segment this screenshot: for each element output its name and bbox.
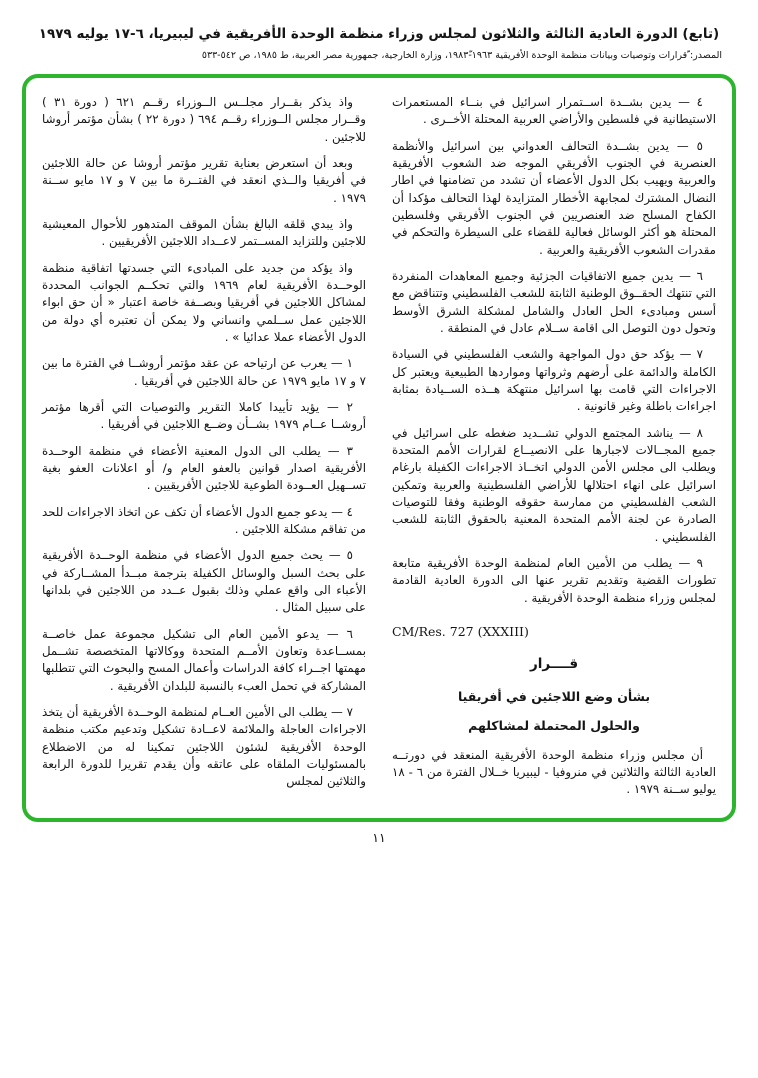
page-footer xyxy=(12,830,746,845)
paragraph: ٨ — يناشد المجتمع الدولي تشــديد ضغطه على اسرائيل في جميع المجــالات لاجبارها على الانصيــاع لقرارات الأمم المتحدة ويطلب الى مجلس الأمن الدولي اتخــاذ الاجراءات الكفيلة بارغام اسرائيل على انهاء احتلالها للأراضي الفلسطينية والعربية وتمكين الشعب الفلسطيني من ممارسة حقوقه الوطنية وفقا للتوصيات الصادرة عن لجنة الأمم المتحدة المعنية بالحقوق الثابتة للشعب الفلسطيني . xyxy=(392,425,716,544)
left-column xyxy=(42,94,366,808)
paragraph: ٦ — يدين جميع الاتفاقيات الجزئية وجميع المعاهدات المنفردة التي تنتهك الحقــوق الوطنية الثابتة للشعب الفلسطيني وتتناقض مع أسس ومبادىء الحل العادل والشامل لمشكلة الشرق الأوسط وتحول دون التوصل الى اقامة ســلام عادل في المنطقة . xyxy=(392,268,716,335)
paragraph: ٥ — يحث جميع الدول الأعضاء في منظمة الوحــدة الأفريقية على بحث السبل والوسائل الكفيلة بترجمة مبــدأ المشــاركة في الأعباء الى واقع عملي وذلك بقبول عــدد من اللاجئين في بلدانها على سبيل المثال . xyxy=(42,548,366,615)
source-citation: المصدر: ّقرارات وتوصيات وبيانات منظمة الوحدة الأفريقية ١٩٦٣-١٩٨٣ّ، وزارة الخارجية، جمهورية مصر العربية، ط ١٩٨٥، ص ٥٤٢-٥٣٣ xyxy=(201,50,722,61)
paragraph: ٤ — يدين بشــدة اســتمرار اسرائيل في بنــاء المستعمرات الاستيطانية في فلسطين والأراضي العربية المحتلة الأخــرى . xyxy=(392,95,716,127)
paragraph: ٢ — يؤيد تأييدا كاملا التقرير والتوصيات التي أقرها مؤتمر أروشــا عــام ١٩٧٩ بشــأن وضــع اللاجئين في أفريقيا . xyxy=(42,399,366,432)
paragraph: ٥ — يدين بشــدة التحالف العدواني بين اسرائيل والأنظمة العنصرية في الجنوب الأفريقي الموجه ضد الشعوب الأفريقية والعربية ويهيب بكل الدول الأعضاء أن تشدد من تضامنها في اطار النضال المشترك لمجابهة الأخطار المتزايدة لهذا التحالف مؤكدا أن الكفاح المسلح ضد العنصريين في الجنوب الأفريقي وفلسطين المحتلة هو أكثر الوسائل فعالية للقضاء على السيطرة والتحكم في مقدرات الشعوب الأفريقية والعربية . xyxy=(392,138,716,257)
paragraph: واذ يذكر بقــرار مجلــس الــوزراء رقــم ٦٢١ ( دورة ٣١ ) وقــرار مجلس الــوزراء رقــم ٦٩٤ ( دورة ٢٢ ) بشأن مؤتمر أروشا للاجئين . xyxy=(42,95,367,144)
paragraph: ٧ — يؤكد حق دول المواجهة والشعب الفلسطيني في السيادة الكاملة والدائمة على أرضهم وثرواتها ومواردها الطبيعية ويعتبر كل الاجراءات التي قامت بها اسرائيل منتهكة هــذه الســيادة بمثابة اجراءات باطلة وغير قانونية . xyxy=(392,347,716,414)
paragraph: وبعد أن استعرض بعناية تقرير مؤتمر أروشا عن حالة اللاجئين في أفريقيا والــذي انعقد في الفتــرة ما بين ٧ و ١٧ مايو ســنة ١٩٧٩ . xyxy=(42,155,366,205)
paragraph: ١ — يعرب عن ارتياحه عن عقد مؤتمر أروشــا في الفترة ما بين ٧ و ١٧ مايو ١٩٧٩ عن حالة اللاجئين في أفريقيا . xyxy=(42,356,366,388)
resolution-title: قــــرار xyxy=(529,656,579,673)
session-title: (تابع) الدورة العادية الثالثة والثلاثون لمجلس وزراء منظمة الوحدة الأفريقية في ليبيريا، ٦-١٧ يوليه ١٩٧٩ xyxy=(38,26,720,42)
right-column xyxy=(392,94,716,808)
paragraph: ٩ — يطلب من الأمين العام لمنظمة الوحدة الأفريقية متابعة تطورات القضية وتقديم تقرير عنها الى الدورة العادية القادمة لمجلس وزراء منظمة الوحدة الأفريقية . xyxy=(392,555,716,605)
paragraph: واذ يؤكد من جديد على المبادىء التي جسدتها اتفاقية منظمة الوحــدة الأفريقية لعام ١٩٦٩ والتي تحكــم الجوانب المحددة لمشاكل اللاجئين في أفريقيا وبصــفة خاصة اعتبار « أن حق ابواء اللاجئين عمل ســلمي وانساني ولا يمكن أن تعتبره أي دولة من الدول الأعضاء عملا عدائيا » . xyxy=(42,260,366,344)
two-column-layout xyxy=(42,94,716,808)
page-number: ١١ xyxy=(372,829,386,845)
paragraph: ٧ — يطلب الى الأمين العــام لمنظمة الوحــدة الأفريقية أن يتخذ الاجراءات العاجلة والملائمة لاعــادة تشكيل وتدعيم مكتب منظمة الوحدة الأفريقية لشئون اللاجئين تمكينا له من الاضطلاع بالمسئوليات الملقاه على عاتقه وأن يقدم تقريرا للدورة الرابعة والثلاثين لمجلس xyxy=(42,704,366,789)
resolution-reference: CM/Res. 727 (XXXIII) xyxy=(392,623,529,639)
resolution-subtitle-2: والحلول المحتملة لمشاكلهم xyxy=(468,718,640,734)
content-border-box xyxy=(22,74,736,822)
paragraph: ٤ — يدعو جميع الدول الأعضاء أن تكف عن اتخاذ الاجراءات للحد من تفاقم مشكلة اللاجئين . xyxy=(41,504,366,536)
paragraph: ٣ — يطلب الى الدول المعنية الأعضاء في منظمة الوحــدة الأفريقية اصدار قوانين بالعفو العام و/ أو اعلانات العفو بغية تســهيل العــودة الطوعية للاجئين الأفريقيين . xyxy=(42,443,366,493)
document-header xyxy=(12,26,746,61)
resolution-intro: أن مجلس وزراء منظمة الوحدة الأفريقية المنعقد في دورتــه العادية الثالثة والثلاثين في منروفيا - ليبيريا خــلال الفترة من ٦ - ١٨ يوليو ســنة ١٩٧٩ . xyxy=(392,747,716,797)
paragraph: ٦ — يدعو الأمين العام الى تشكيل مجموعة عمل خاصــة بمســاعدة وتعاون الأمــم المتحدة ووكالاتها المتخصصة تشــمل مهمتها اجــراء كافة الدراسات وأعمال المسح والبحوث التي تتطلبها المشاركة في تحمل العبء بالنسبة للبلدان الأفريقية . xyxy=(42,626,366,693)
paragraph: واذ يبدي قلقه البالغ بشأن الموقف المتدهور للأحوال المعيشية للاجئين وللتزايد المســتمر لاعــداد اللاجئين الأفريقيين . xyxy=(42,216,366,249)
resolution-subtitle-1: بشأن وضع اللاجئين في أفريقيا xyxy=(457,689,651,705)
